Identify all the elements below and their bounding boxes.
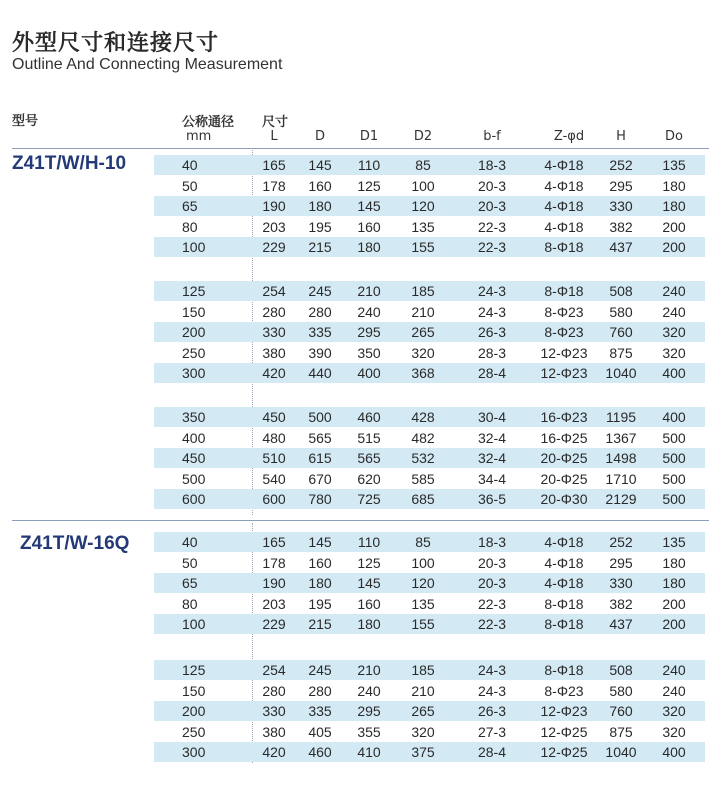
cell-zd: 16-Φ23 xyxy=(540,409,588,425)
cell-D1: 210 xyxy=(357,283,381,299)
table-row xyxy=(154,681,705,701)
cell-H: 295 xyxy=(609,554,633,571)
cell-D2: 482 xyxy=(411,429,435,446)
cell-L: 600 xyxy=(262,491,286,507)
cell-bf: 30-4 xyxy=(477,409,507,425)
cell-D: 280 xyxy=(308,682,332,699)
cell-dn: 125 xyxy=(182,283,206,299)
cell-dn: 65 xyxy=(182,198,198,214)
cell-dn: 50 xyxy=(182,177,198,194)
cell-Do: 180 xyxy=(662,177,686,194)
col-header-L: L xyxy=(270,129,278,144)
cell-H: 508 xyxy=(609,662,633,678)
cell-Do: 320 xyxy=(662,723,686,740)
size-header: 尺寸 xyxy=(262,115,289,130)
cell-dn: 400 xyxy=(182,429,206,446)
cell-Do: 200 xyxy=(662,616,686,632)
cell-D: 195 xyxy=(308,595,332,612)
cell-Do: 400 xyxy=(662,365,686,381)
cell-D2: 685 xyxy=(411,491,435,507)
cell-L: 165 xyxy=(262,157,286,173)
cell-D: 500 xyxy=(308,409,332,425)
cell-bf: 22-3 xyxy=(477,239,507,255)
cell-Do: 500 xyxy=(662,470,686,487)
cell-bf: 32-4 xyxy=(477,429,507,446)
cell-Do: 320 xyxy=(662,324,686,340)
cell-zd: 4-Φ18 xyxy=(544,177,584,194)
cell-dn: 100 xyxy=(182,616,206,632)
col-header-H: H xyxy=(616,129,626,144)
model-label-2: Z41T/W-16Q xyxy=(20,533,130,554)
cell-D1: 160 xyxy=(357,218,381,235)
cell-dn: 300 xyxy=(182,365,206,381)
cell-zd: 20-Φ30 xyxy=(540,491,588,507)
dn-unit: mm xyxy=(186,129,212,144)
cell-L: 178 xyxy=(262,177,286,194)
cell-D1: 565 xyxy=(357,450,381,466)
cell-bf: 28-3 xyxy=(477,344,507,361)
cell-zd: 4-Φ18 xyxy=(544,218,584,235)
cell-dn: 100 xyxy=(182,239,206,255)
cell-Do: 135 xyxy=(662,534,686,550)
cell-dn: 200 xyxy=(182,324,206,340)
cell-D1: 350 xyxy=(357,344,381,361)
table-row xyxy=(154,196,705,216)
cell-D: 390 xyxy=(308,344,332,361)
cell-D: 195 xyxy=(308,218,332,235)
model-header: 型号 xyxy=(12,114,39,129)
cell-D: 245 xyxy=(308,662,332,678)
cell-bf: 32-4 xyxy=(477,450,507,466)
cell-bf: 28-4 xyxy=(477,744,507,760)
cell-H: 330 xyxy=(609,575,633,591)
cell-D: 180 xyxy=(308,198,332,214)
cell-D: 215 xyxy=(308,239,332,255)
cell-zd: 8-Φ18 xyxy=(544,283,584,299)
cell-L: 280 xyxy=(262,682,286,699)
cell-dn: 40 xyxy=(182,157,198,173)
cell-L: 420 xyxy=(262,744,286,760)
table-row xyxy=(154,532,705,552)
cell-zd: 4-Φ18 xyxy=(544,554,584,571)
cell-dn: 300 xyxy=(182,744,206,760)
cell-D: 780 xyxy=(308,491,332,507)
table-row xyxy=(154,573,705,593)
cell-H: 382 xyxy=(609,218,633,235)
cell-Do: 180 xyxy=(662,198,686,214)
cell-D2: 368 xyxy=(411,365,435,381)
cell-dn: 350 xyxy=(182,409,206,425)
table-row xyxy=(154,217,705,237)
cell-Do: 200 xyxy=(662,595,686,612)
cell-L: 203 xyxy=(262,595,286,612)
cell-D1: 145 xyxy=(357,198,381,214)
cell-bf: 20-3 xyxy=(477,554,507,571)
cell-D1: 410 xyxy=(357,744,381,760)
cell-D1: 125 xyxy=(357,554,381,571)
cell-L: 330 xyxy=(262,703,286,719)
page-title-en: Outline And Connecting Measurement xyxy=(12,56,283,73)
cell-bf: 20-3 xyxy=(477,177,507,194)
col-header-D2: D2 xyxy=(413,129,433,144)
cell-D1: 515 xyxy=(357,429,381,446)
cell-bf: 24-3 xyxy=(477,303,507,320)
cell-H: 875 xyxy=(609,723,633,740)
cell-zd: 16-Φ25 xyxy=(540,429,588,446)
cell-D1: 180 xyxy=(357,616,381,632)
cell-dn: 65 xyxy=(182,575,198,591)
cell-L: 254 xyxy=(262,283,286,299)
cell-zd: 8-Φ18 xyxy=(544,239,584,255)
cell-H: 1367 xyxy=(605,429,637,446)
cell-Do: 500 xyxy=(662,450,686,466)
cell-D2: 428 xyxy=(411,409,435,425)
cell-D2: 375 xyxy=(411,744,435,760)
table-row xyxy=(154,428,705,448)
cell-D: 280 xyxy=(308,303,332,320)
table-row xyxy=(154,363,705,383)
cell-dn: 80 xyxy=(182,218,198,235)
cell-Do: 240 xyxy=(662,303,686,320)
cell-bf: 26-3 xyxy=(477,703,507,719)
cell-Do: 200 xyxy=(662,239,686,255)
cell-bf: 20-3 xyxy=(477,575,507,591)
col-header-zd: Z-φd xyxy=(553,129,585,144)
cell-H: 580 xyxy=(609,682,633,699)
cell-H: 382 xyxy=(609,595,633,612)
cell-D1: 110 xyxy=(357,534,381,550)
cell-D: 405 xyxy=(308,723,332,740)
cell-Do: 240 xyxy=(662,662,686,678)
cell-D1: 355 xyxy=(357,723,381,740)
cell-dn: 200 xyxy=(182,703,206,719)
cell-bf: 26-3 xyxy=(477,324,507,340)
cell-dn: 250 xyxy=(182,723,206,740)
cell-D1: 240 xyxy=(357,682,381,699)
cell-zd: 8-Φ23 xyxy=(544,324,584,340)
cell-bf: 18-3 xyxy=(477,157,507,173)
cell-D: 160 xyxy=(308,554,332,571)
cell-zd: 12-Φ23 xyxy=(540,365,588,381)
cell-Do: 240 xyxy=(662,283,686,299)
model-label-1: Z41T/W/H-10 xyxy=(12,153,127,174)
cell-D1: 620 xyxy=(357,470,381,487)
cell-Do: 320 xyxy=(662,703,686,719)
cell-L: 229 xyxy=(262,239,286,255)
table-row xyxy=(154,469,705,489)
cell-dn: 50 xyxy=(182,554,198,571)
table-row xyxy=(154,237,705,257)
cell-dn: 500 xyxy=(182,470,206,487)
table-row xyxy=(154,407,705,427)
table-row xyxy=(154,742,705,762)
cell-D1: 725 xyxy=(357,491,381,507)
cell-H: 252 xyxy=(609,157,633,173)
cell-D1: 210 xyxy=(357,662,381,678)
cell-zd: 4-Φ18 xyxy=(544,534,584,550)
cell-H: 1498 xyxy=(605,450,637,466)
cell-bf: 22-3 xyxy=(477,218,507,235)
cell-dn: 250 xyxy=(182,344,206,361)
table-row xyxy=(154,155,705,175)
cell-D2: 585 xyxy=(411,470,435,487)
dn-header: 公称通径 xyxy=(182,115,235,130)
cell-D2: 120 xyxy=(411,198,435,214)
cell-H: 1040 xyxy=(605,744,637,760)
cell-L: 450 xyxy=(262,409,286,425)
cell-bf: 24-3 xyxy=(477,662,507,678)
cell-H: 437 xyxy=(609,239,633,255)
cell-H: 437 xyxy=(609,616,633,632)
cell-D1: 180 xyxy=(357,239,381,255)
cell-D2: 100 xyxy=(411,177,435,194)
table-row xyxy=(154,553,705,573)
table-row xyxy=(154,302,705,322)
cell-D: 615 xyxy=(308,450,332,466)
cell-D2: 100 xyxy=(411,554,435,571)
cell-D: 460 xyxy=(308,744,332,760)
cell-D2: 185 xyxy=(411,283,435,299)
col-header-D: D xyxy=(314,129,325,144)
cell-D: 145 xyxy=(308,157,332,173)
cell-dn: 40 xyxy=(182,534,198,550)
table-row xyxy=(154,176,705,196)
cell-D: 180 xyxy=(308,575,332,591)
cell-Do: 320 xyxy=(662,344,686,361)
cell-D2: 85 xyxy=(415,157,431,173)
table-row xyxy=(154,594,705,614)
col-header-Do: Do xyxy=(665,129,683,144)
cell-Do: 400 xyxy=(662,744,686,760)
cell-D: 565 xyxy=(308,429,332,446)
cell-dn: 450 xyxy=(182,450,206,466)
cell-zd: 12-Φ23 xyxy=(540,344,588,361)
cell-D1: 460 xyxy=(357,409,381,425)
cell-bf: 36-5 xyxy=(477,491,507,507)
cell-L: 165 xyxy=(262,534,286,550)
cell-Do: 135 xyxy=(662,157,686,173)
cell-D1: 400 xyxy=(357,365,381,381)
cell-L: 420 xyxy=(262,365,286,381)
cell-H: 508 xyxy=(609,283,633,299)
section-divider xyxy=(12,520,709,521)
cell-H: 295 xyxy=(609,177,633,194)
table-row xyxy=(154,701,705,721)
cell-H: 330 xyxy=(609,198,633,214)
cell-H: 760 xyxy=(609,703,633,719)
cell-D2: 210 xyxy=(411,303,435,320)
cell-bf: 20-3 xyxy=(477,198,507,214)
cell-D2: 155 xyxy=(411,239,435,255)
cell-D2: 265 xyxy=(411,703,435,719)
cell-D: 245 xyxy=(308,283,332,299)
cell-zd: 20-Φ25 xyxy=(540,470,588,487)
cell-D2: 532 xyxy=(411,450,435,466)
cell-D2: 120 xyxy=(411,575,435,591)
page-title-cn: 外型尺寸和连接尺寸 xyxy=(12,31,220,56)
cell-zd: 12-Φ25 xyxy=(540,744,588,760)
cell-L: 540 xyxy=(262,470,286,487)
header-divider xyxy=(12,148,709,149)
cell-zd: 4-Φ18 xyxy=(544,157,584,173)
cell-D1: 240 xyxy=(357,303,381,320)
cell-bf: 28-4 xyxy=(477,365,507,381)
cell-bf: 22-3 xyxy=(477,595,507,612)
cell-D: 145 xyxy=(308,534,332,550)
cell-Do: 400 xyxy=(662,409,686,425)
table-row xyxy=(154,322,705,342)
cell-H: 2129 xyxy=(605,491,637,507)
cell-zd: 8-Φ18 xyxy=(544,662,584,678)
cell-dn: 125 xyxy=(182,662,206,678)
cell-D: 440 xyxy=(308,365,332,381)
cell-bf: 24-3 xyxy=(477,283,507,299)
cell-zd: 4-Φ18 xyxy=(544,575,584,591)
cell-H: 1710 xyxy=(605,470,637,487)
cell-zd: 20-Φ25 xyxy=(540,450,588,466)
cell-L: 190 xyxy=(262,198,286,214)
cell-H: 1040 xyxy=(605,365,637,381)
cell-D2: 135 xyxy=(411,595,435,612)
cell-L: 229 xyxy=(262,616,286,632)
cell-zd: 8-Φ23 xyxy=(544,303,584,320)
cell-H: 580 xyxy=(609,303,633,320)
cell-D2: 320 xyxy=(411,723,435,740)
cell-D2: 320 xyxy=(411,344,435,361)
cell-D1: 160 xyxy=(357,595,381,612)
cell-D1: 295 xyxy=(357,324,381,340)
cell-Do: 500 xyxy=(662,491,686,507)
cell-D: 215 xyxy=(308,616,332,632)
cell-L: 178 xyxy=(262,554,286,571)
table-row xyxy=(154,614,705,634)
cell-D1: 145 xyxy=(357,575,381,591)
cell-L: 380 xyxy=(262,723,286,740)
table-row xyxy=(154,343,705,363)
table-row xyxy=(154,489,705,509)
cell-H: 875 xyxy=(609,344,633,361)
cell-D: 335 xyxy=(308,324,332,340)
cell-H: 1195 xyxy=(605,409,637,425)
cell-Do: 200 xyxy=(662,218,686,235)
cell-D: 670 xyxy=(308,470,332,487)
cell-zd: 8-Φ23 xyxy=(544,682,584,699)
cell-L: 330 xyxy=(262,324,286,340)
table-row xyxy=(154,722,705,742)
cell-zd: 4-Φ18 xyxy=(544,198,584,214)
cell-L: 254 xyxy=(262,662,286,678)
cell-dn: 80 xyxy=(182,595,198,612)
cell-bf: 27-3 xyxy=(477,723,507,740)
table-row xyxy=(154,660,705,680)
cell-D: 160 xyxy=(308,177,332,194)
cell-bf: 24-3 xyxy=(477,682,507,699)
cell-D2: 265 xyxy=(411,324,435,340)
cell-D2: 185 xyxy=(411,662,435,678)
cell-D1: 295 xyxy=(357,703,381,719)
cell-Do: 180 xyxy=(662,554,686,571)
cell-D1: 110 xyxy=(357,157,381,173)
cell-dn: 150 xyxy=(182,682,206,699)
cell-zd: 8-Φ18 xyxy=(544,595,584,612)
cell-zd: 8-Φ18 xyxy=(544,616,584,632)
table-row xyxy=(154,281,705,301)
cell-bf: 34-4 xyxy=(477,470,507,487)
cell-L: 510 xyxy=(262,450,286,466)
cell-Do: 240 xyxy=(662,682,686,699)
col-header-D1: D1 xyxy=(359,129,379,144)
cell-L: 190 xyxy=(262,575,286,591)
cell-D2: 85 xyxy=(415,534,431,550)
cell-D: 335 xyxy=(308,703,332,719)
col-header-bf: b-f xyxy=(483,129,501,144)
cell-dn: 600 xyxy=(182,491,206,507)
table-row xyxy=(154,448,705,468)
cell-zd: 12-Φ23 xyxy=(540,703,588,719)
cell-bf: 22-3 xyxy=(477,616,507,632)
cell-L: 280 xyxy=(262,303,286,320)
cell-bf: 18-3 xyxy=(477,534,507,550)
cell-D1: 125 xyxy=(357,177,381,194)
cell-H: 252 xyxy=(609,534,633,550)
cell-D2: 135 xyxy=(411,218,435,235)
cell-Do: 180 xyxy=(662,575,686,591)
cell-L: 203 xyxy=(262,218,286,235)
cell-dn: 150 xyxy=(182,303,206,320)
cell-L: 380 xyxy=(262,344,286,361)
cell-L: 480 xyxy=(262,429,286,446)
cell-D2: 155 xyxy=(411,616,435,632)
cell-zd: 12-Φ25 xyxy=(540,723,588,740)
cell-D2: 210 xyxy=(411,682,435,699)
cell-Do: 500 xyxy=(662,429,686,446)
cell-H: 760 xyxy=(609,324,633,340)
